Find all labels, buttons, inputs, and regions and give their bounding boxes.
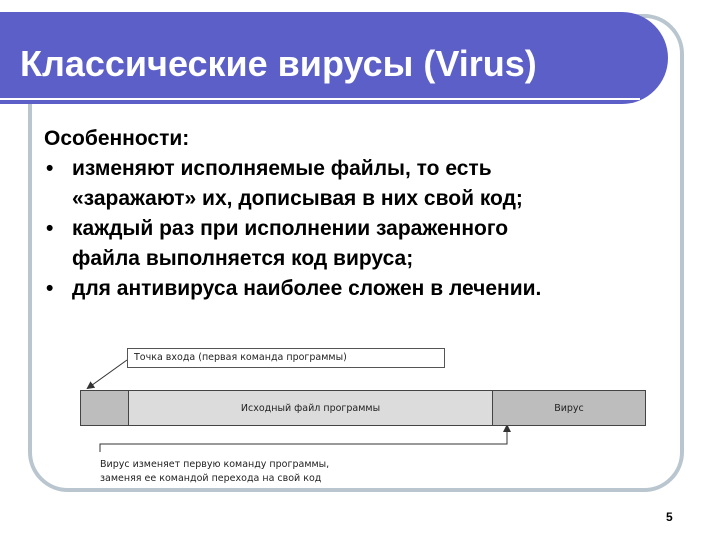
- page-number: 5: [666, 510, 673, 524]
- list-item-line: каждый раз при исполнении зараженного: [72, 217, 509, 240]
- jump-arrow: [100, 426, 507, 452]
- note-line: Вирус изменяет первую команду программы,: [100, 459, 330, 470]
- slide-title: Классические вирусы (Virus): [20, 43, 537, 84]
- virus-label: Вирус: [554, 402, 584, 414]
- bullet-icon: •: [46, 217, 54, 240]
- bullet-icon: •: [46, 277, 54, 300]
- slide-content: [44, 124, 674, 304]
- infection-diagram: [80, 340, 650, 490]
- list-item-line: файла выполняется код вируса;: [72, 247, 414, 270]
- features-list: [44, 154, 674, 304]
- entry-pointer-arrow: [88, 360, 127, 388]
- list-item: [44, 154, 674, 214]
- note-line: заменяя ее командой перехода на свой код: [100, 473, 322, 484]
- list-item-line: для антивируса наиболее сложен в лечении.: [72, 277, 542, 300]
- list-item-line: «заражают» их, дописывая в них свой код;: [72, 187, 523, 210]
- list-item: [44, 274, 674, 304]
- file-layout-bar: [80, 390, 646, 426]
- diagram-note: [100, 458, 329, 486]
- bullet-icon: •: [46, 157, 54, 180]
- original-file-segment: [129, 391, 493, 425]
- list-item: [44, 214, 674, 274]
- entry-point-label: Точка входа (первая команда программы): [127, 348, 445, 368]
- virus-segment: [493, 391, 645, 425]
- list-item-line: изменяют исполняемые файлы, то есть: [72, 157, 492, 180]
- first-command-segment: [81, 391, 129, 425]
- title-bar: [0, 12, 668, 104]
- features-heading: Особенности:: [44, 127, 190, 150]
- original-file-label: Исходный файл программы: [240, 402, 381, 414]
